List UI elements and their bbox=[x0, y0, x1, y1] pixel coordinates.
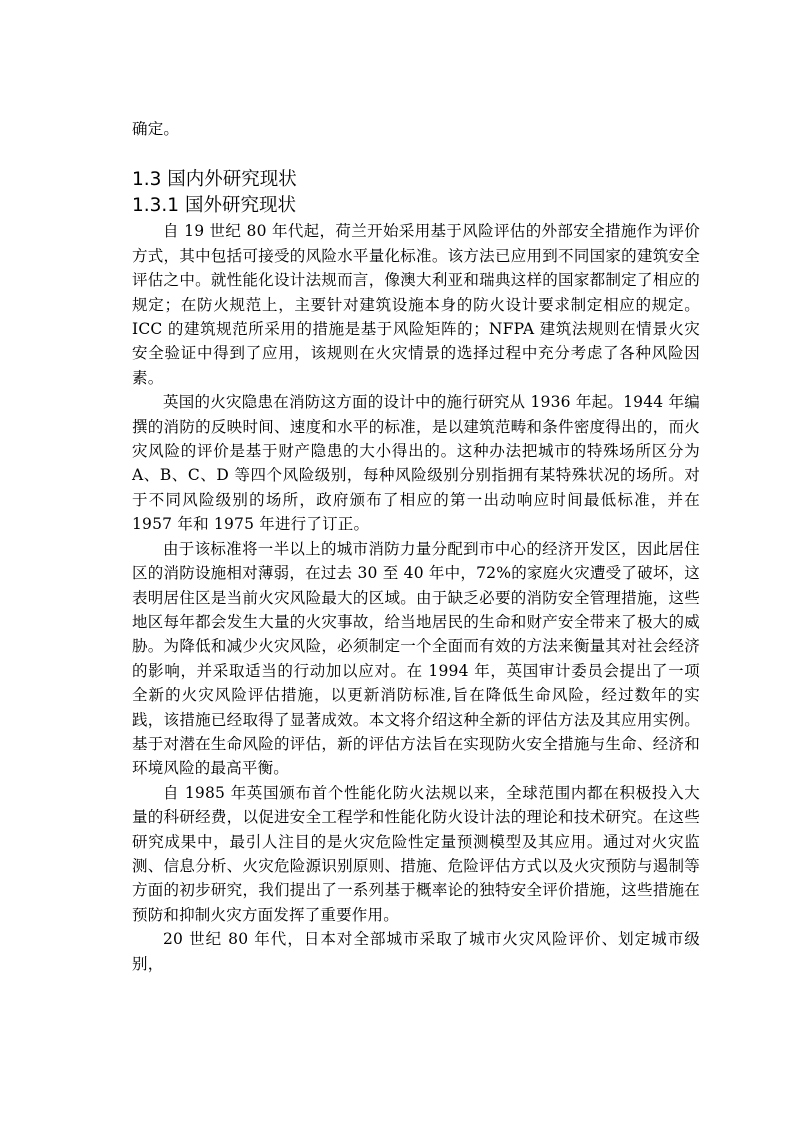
paragraph-3: 由于该标准将一半以上的城市消防力量分配到市中心的经济开发区，因此居住区的消防设施相对薄弱，在过去 30 至 40 年中，72%的家庭火灾遭受了破坏，这表明居住区是当前火灾风险最大的区域。由于缺乏必要的消防安全管理措施，这些地区每年都会发生大量的火灾事故，给当地居民的生命和财产安全带来了极大的威胁。为降低和减少火灾风险，必须制定一个全面而有效的方法来衡量其对社会经济的影响，并采取适当的行动加以应对。在 1994 年，英国审计委员会提出了一项全新的火灾风险评估措施，以更新消防标准,旨在降低生命风险，经过数年的实践，该措施已经取得了显著成效。本文将介绍这种全新的评估方法及其应用实例。基于对潜在生命风险的评估，新的评估方法旨在实现防火安全措施与生命、经济和环境风险的最高平衡。 bbox=[132, 539, 700, 778]
continued-text: 确定。 bbox=[132, 120, 180, 138]
paragraph-1: 自 19 世纪 80 年代起，荷兰开始采用基于风险评估的外部安全措施作为评价方式，其中包括可接受的风险水平量化标准。该方法已应用到不同国家的建筑安全评估之中。就性能化设计法规而言，像澳大利亚和瑞典这样的国家都制定了相应的规定；在防火规范上，主要针对建筑设施本身的防火设计要求制定相应的规定。ICC 的建筑规范所采用的措施是基于风险矩阵的；NFPA 建筑法规则在情景火灾安全验证中得到了应用，该规则在火灾情景的选择过程中充分考虑了各种风险因素。 bbox=[132, 222, 700, 387]
page-content bbox=[132, 117, 700, 976]
paragraph-2: 英国的火灾隐患在消防这方面的设计中的施行研究从 1936 年起。1944 年编撰的消防的反映时间、速度和水平的标准，是以建筑范畴和条件密度得出的，而火灾风险的评价是基于财产隐患的大小得出的。这种办法把城市的特殊场所区分为 A、B、C、D 等四个风险级别，每种风险级别分别指拥有某特殊状况的场所。对于不同风险级别的场所，政府颁布了相应的第一出动响应时间最低标准，并在 1957 年和 1975 年进行了订正。 bbox=[132, 393, 700, 534]
paragraph-4: 自 1985 年英国颁布首个性能化防火法规以来，全球范围内都在积极投入大量的科研经费，以促进安全工程学和性能化防火设计法的理论和技术研究。在这些研究成果中，最引人注目的是火灾危险性定量预测模型及其应用。通过对火灾监测、信息分析、火灾危险源识别原则、措施、危险评估方式以及火灾预防与遏制等方面的初步研究，我们提出了一系列基于概率论的独特安全评价措施，这些措施在预防和抑制火灾方面发挥了重要作用。 bbox=[132, 783, 700, 924]
paragraph-5: 20 世纪 80 年代，日本对全部城市采取了城市火灾风险评价、划定城市级别， bbox=[132, 930, 700, 973]
subsection-heading: 1.3.1 国外研究现状 bbox=[132, 195, 296, 217]
section-heading: 1.3 国内外研究现状 bbox=[132, 169, 297, 191]
